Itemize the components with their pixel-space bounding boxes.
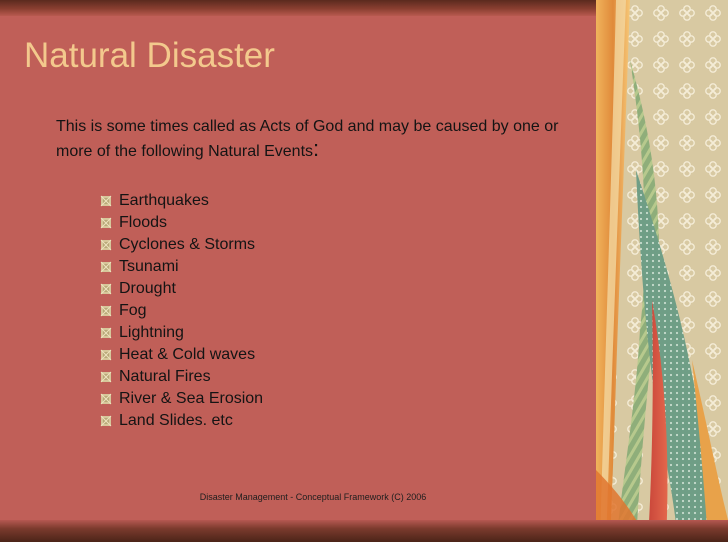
ornate-square-bullet-icon [100, 415, 112, 427]
ornate-square-bullet-icon [100, 349, 112, 361]
list-item [100, 366, 263, 388]
list-item-label: Floods [119, 214, 168, 231]
list-item-label: Natural Fires [119, 368, 211, 385]
list-item [100, 388, 263, 410]
natural-events-list [100, 190, 263, 432]
ornate-square-bullet-icon [100, 305, 112, 317]
intro-text: This is some times called as Acts of God and may be caused by one or more of the following Natural Events [56, 118, 559, 160]
slide-title: Natural Disaster [24, 36, 275, 75]
ornate-square-bullet-icon [100, 261, 112, 273]
floral-ribbon-decoration [596, 0, 728, 542]
ornate-square-bullet-icon [100, 217, 112, 229]
list-item [100, 410, 263, 432]
intro-paragraph [56, 116, 596, 163]
list-item [100, 256, 263, 278]
ornate-square-bullet-icon [100, 393, 112, 405]
ornate-square-bullet-icon [100, 283, 112, 295]
list-item [100, 278, 263, 300]
list-item-label: Lightning [119, 324, 184, 341]
ornate-square-bullet-icon [100, 327, 112, 339]
list-item-label: Heat & Cold waves [119, 346, 256, 363]
ornate-square-bullet-icon [100, 371, 112, 383]
list-item-label: Cyclones & Storms [119, 236, 256, 253]
list-item [100, 212, 263, 234]
ornate-square-bullet-icon [100, 195, 112, 207]
list-item [100, 234, 263, 256]
list-item-label: River & Sea Erosion [119, 390, 264, 407]
list-item-label: Drought [119, 280, 176, 297]
slide-footer: Disaster Management - Conceptual Framework (C) 2006 [199, 492, 427, 502]
list-item-label: Tsunami [119, 258, 179, 275]
list-item-label: Fog [119, 302, 147, 319]
list-item [100, 300, 263, 322]
intro-colon: : [313, 136, 320, 161]
list-item [100, 344, 263, 366]
ornate-square-bullet-icon [100, 239, 112, 251]
list-item [100, 322, 263, 344]
list-item-label: Land Slides. etc [119, 412, 233, 429]
list-item-label: Earthquakes [119, 192, 209, 209]
slide-bottom-edge [0, 520, 728, 542]
list-item [100, 190, 263, 212]
